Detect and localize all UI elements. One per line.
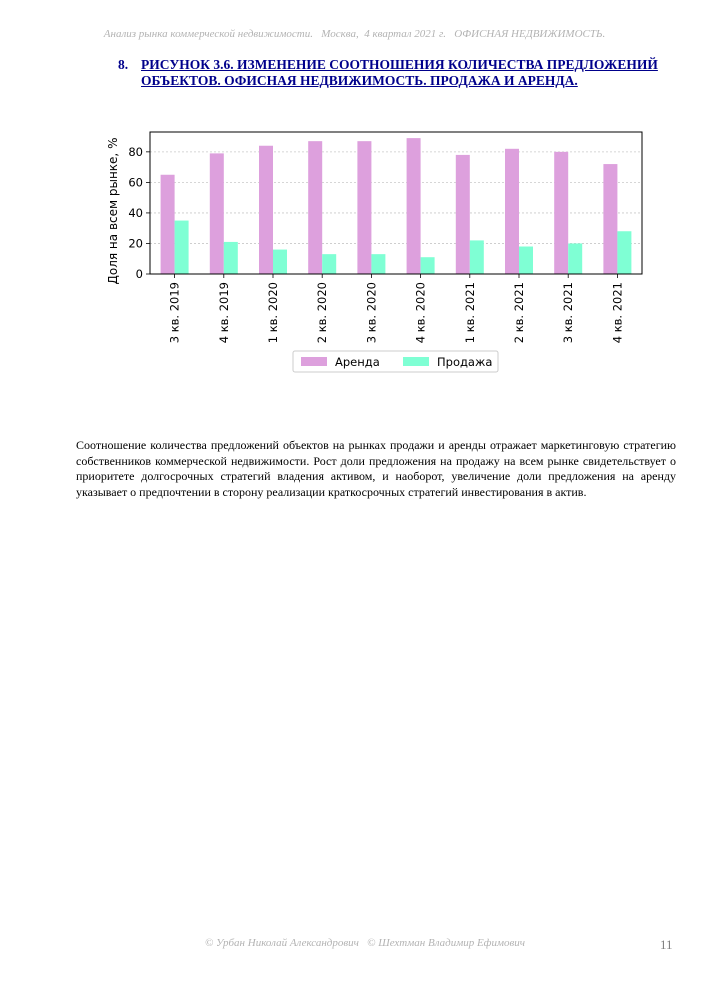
bar-arenda [210,153,224,274]
bar-arenda [603,164,617,274]
running-header: Анализ рынка коммерческой недвижимости. Москва, 4 квартал 2021 г. ОФИСНАЯ НЕДВИЖИМОСТЬ. [103,28,606,40]
figure-number: 8. [118,57,129,72]
legend-swatch [301,357,327,366]
bar-arenda [456,155,470,274]
bar-prodazha [224,242,238,274]
body-paragraph: Соотношение количества предложений объектов на рынках продажи и аренды отражает маркетинговую стратегию собственников коммерческой недвижимости. Рост доли предложения на продажу на всем рынке свидетельствует о приоритете долгосрочных стратегий владения активом, и наоборот, увеличение доли предложения на аренду указывает о предпочтении в сторону реализации краткосрочных стратегий инвестирования в актив. [76,438,676,499]
bar-prodazha [371,254,385,274]
x-tick-label: 2 кв. 2020 [315,282,330,344]
y-tick-label: 80 [128,144,143,159]
y-tick-label: 40 [128,205,143,220]
x-tick-label: 3 кв. 2019 [167,282,182,344]
bar-arenda [259,146,273,274]
bar-prodazha [421,257,435,274]
x-tick-label: 1 кв. 2020 [266,282,280,344]
footer-authors: © Урбан Николай Александрович © Шехтман Владимир Ефимович [204,937,526,949]
x-tick-label: 2 кв. 2021 [512,282,526,344]
y-tick-label: 0 [135,267,143,281]
legend-label: Аренда [335,355,380,369]
bar-prodazha [617,231,631,274]
x-tick-label: 4 кв. 2020 [413,282,428,344]
chart-legend [293,351,498,372]
x-tick-label: 3 кв. 2021 [561,282,576,344]
page-number: 11 [660,937,673,952]
bar-arenda [161,175,175,274]
bar-arenda [505,149,519,274]
y-tick-label: 20 [128,236,143,251]
bar-arenda [407,138,421,274]
bar-chart [0,0,709,400]
bar-prodazha [175,221,189,274]
bar-arenda [554,152,568,274]
y-axis-label: Доля на всем рынке, % [106,137,120,285]
x-tick-label: 3 кв. 2020 [364,282,379,344]
y-tick-label: 60 [128,175,143,190]
bar-prodazha [519,247,533,274]
x-tick-label: 4 кв. 2019 [216,282,231,344]
figure-caption[interactable]: РИСУНОК 3.6. ИЗМЕНЕНИЕ СООТНОШЕНИЯ КОЛИЧЕСТВА ПРЕДЛОЖЕНИЙ ОБЪЕКТОВ. ОФИСНАЯ НЕДВИЖИМОСТЬ. ПРОДАЖА И АРЕНДА. [141,57,658,88]
legend-label: Продажа [437,355,493,369]
bar-arenda [308,141,322,274]
bar-arenda [357,141,371,274]
x-tick-label: 4 кв. 2021 [610,282,625,344]
bar-prodazha [568,243,582,274]
chart-bars [161,138,632,274]
bar-prodazha [273,250,287,274]
bar-prodazha [470,240,484,274]
legend-swatch [403,357,429,366]
bar-prodazha [322,254,336,274]
chart-axes [128,145,624,343]
x-tick-label: 1 кв. 2021 [462,282,477,344]
